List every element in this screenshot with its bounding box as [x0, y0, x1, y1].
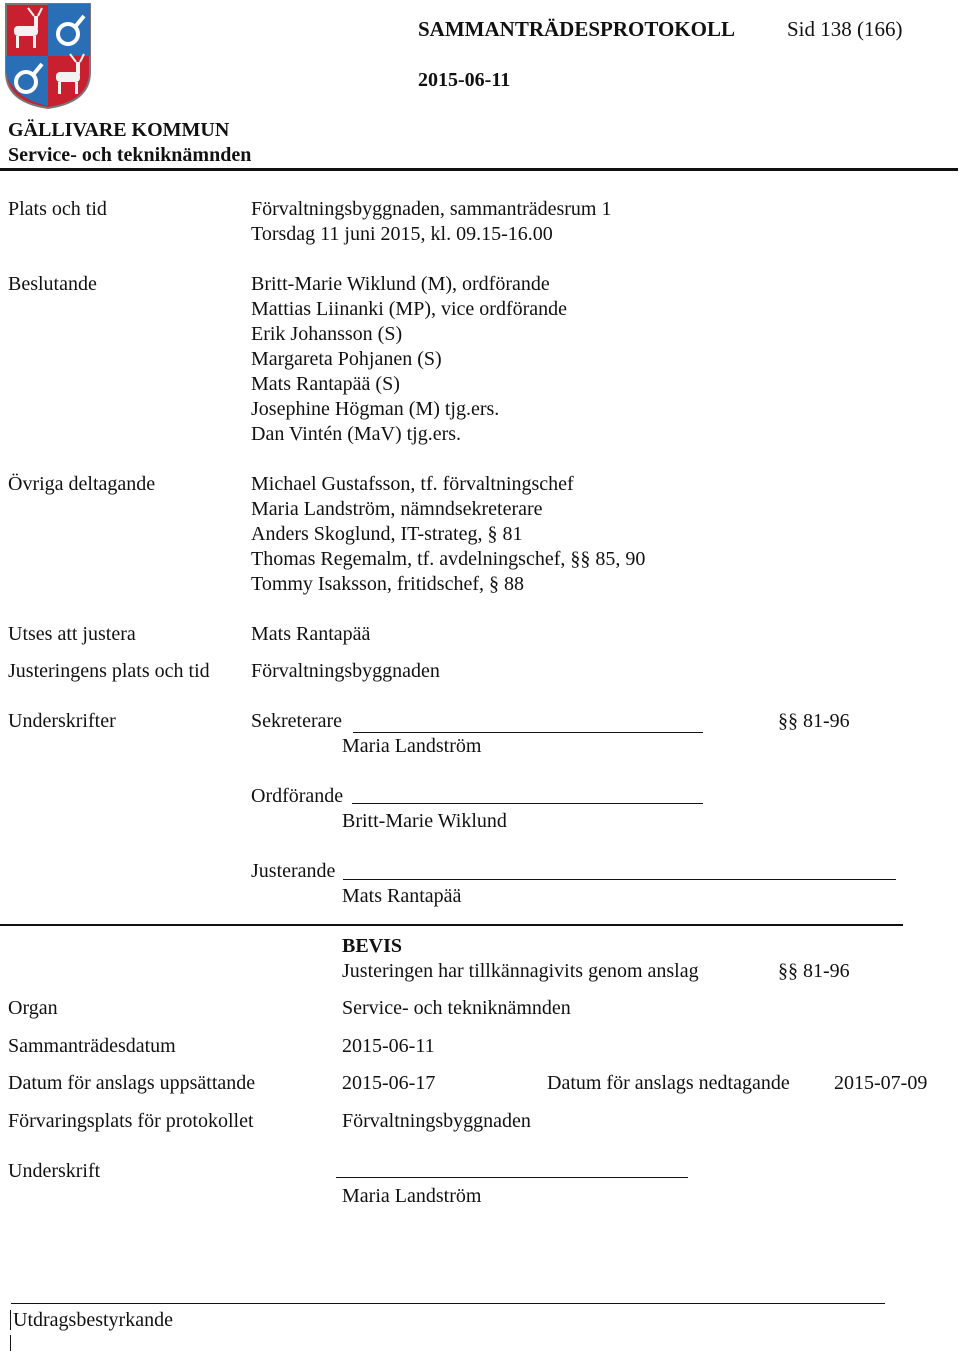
secretary-name: Maria Landström: [342, 735, 482, 757]
other-participant: Maria Landström, nämndsekreterare: [251, 498, 543, 520]
posted-label: Datum för anslags uppsättande: [8, 1072, 256, 1094]
other-participant: Tommy Isaksson, fritidschef, § 88: [251, 573, 525, 595]
bevis-signature-name: Maria Landström: [342, 1185, 482, 1207]
chair-name: Britt-Marie Wiklund: [342, 810, 507, 832]
secretary-label: Sekreterare: [251, 710, 343, 732]
removed-label: Datum för anslags nedtagande: [547, 1072, 790, 1094]
adjuster-signature-line: [343, 879, 896, 880]
signatures-label: Underskrifter: [8, 710, 116, 732]
footer-divider: [11, 1303, 885, 1304]
deciding-label: Beslutande: [8, 273, 97, 295]
deciding-member: Britt-Marie Wiklund (M), ordförande: [251, 273, 550, 295]
bevis-text: Justeringen har tillkännagivits genom anslag: [342, 960, 699, 982]
organ-label: Organ: [8, 997, 58, 1019]
storage-label: Förvaringsplats för protokollet: [8, 1110, 254, 1132]
storage-value: Förvaltningsbyggnaden: [342, 1110, 531, 1132]
document-date: 2015-06-11: [418, 69, 511, 91]
bevis-title: BEVIS: [342, 935, 403, 957]
footer-bar: [10, 1335, 11, 1351]
meeting-date-label: Sammanträdesdatum: [8, 1035, 176, 1057]
adjust-place-label: Justeringens plats och tid: [8, 660, 210, 682]
secretary-signature-line: [353, 732, 703, 733]
municipal-coat-of-arms: [4, 2, 92, 110]
organ-value: Service- och tekniknämnden: [342, 997, 571, 1019]
place-line: Torsdag 11 juni 2015, kl. 09.15-16.00: [251, 223, 553, 245]
adjuster-signature-name: Mats Rantapää: [342, 885, 462, 907]
place-line: Förvaltningsbyggnaden, sammanträdesrum 1: [251, 198, 612, 220]
deciding-member: Margareta Pohjanen (S): [251, 348, 442, 370]
place-label: Plats och tid: [8, 198, 107, 220]
deciding-member: Mattias Liinanki (MP), vice ordförande: [251, 298, 568, 320]
adjust-place: Förvaltningsbyggnaden: [251, 660, 440, 682]
deciding-member: Dan Vintén (MaV) tjg.ers.: [251, 423, 462, 445]
others-label: Övriga deltagande: [8, 473, 156, 495]
signature-label: Underskrift: [8, 1160, 101, 1182]
certification-label: Utdragsbestyrkande: [13, 1309, 173, 1331]
other-participant: Michael Gustafsson, tf. förvaltningschef: [251, 473, 574, 495]
bevis-paragraphs: §§ 81-96: [778, 960, 850, 982]
adjuster-label: Utses att justera: [8, 623, 136, 645]
municipality-name: GÄLLIVARE KOMMUN: [8, 119, 230, 141]
section-divider: [0, 924, 903, 926]
meeting-date-value: 2015-06-11: [342, 1035, 435, 1057]
header-divider: [0, 168, 958, 171]
bevis-signature-line: [336, 1177, 688, 1178]
deciding-member: Mats Rantapää (S): [251, 373, 400, 395]
deciding-member: Erik Johansson (S): [251, 323, 403, 345]
other-participant: Anders Skoglund, IT-strateg, § 81: [251, 523, 523, 545]
signature-paragraphs: §§ 81-96: [778, 710, 850, 732]
removed-date: 2015-07-09: [834, 1072, 928, 1094]
adjuster-name: Mats Rantapää: [251, 623, 371, 645]
committee-name: Service- och tekniknämnden: [8, 144, 252, 166]
other-participant: Thomas Regemalm, tf. avdelningschef, §§ 85, 90: [251, 548, 646, 570]
chair-signature-line: [352, 803, 703, 804]
footer-bar: [10, 1310, 11, 1330]
adjuster-signature-label: Justerande: [251, 860, 336, 882]
posted-date: 2015-06-17: [342, 1072, 436, 1094]
document-type: SAMMANTRÄDESPROTOKOLL: [418, 17, 735, 41]
deciding-member: Josephine Högman (M) tjg.ers.: [251, 398, 500, 420]
page-number: Sid 138 (166): [787, 17, 903, 41]
chair-label: Ordförande: [251, 785, 344, 807]
